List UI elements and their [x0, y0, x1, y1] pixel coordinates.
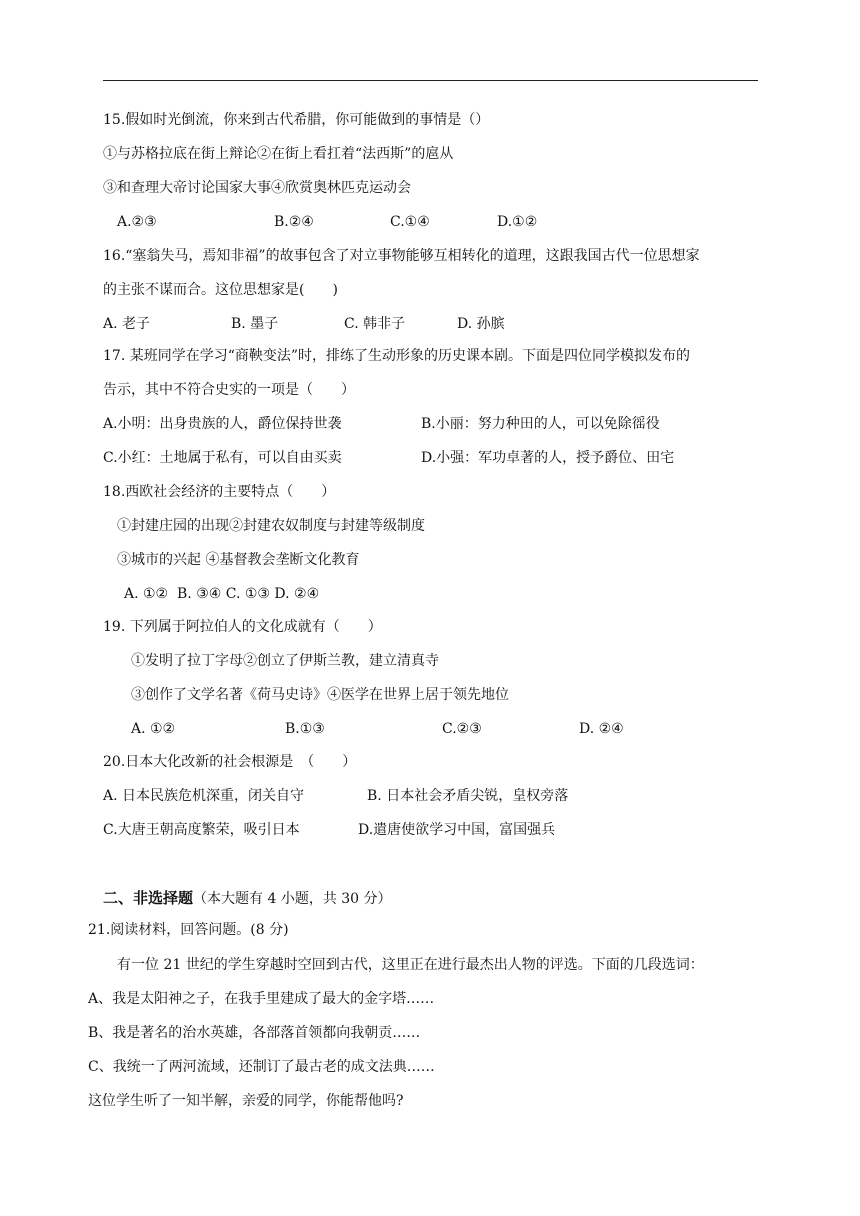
q18-statement-2: ③城市的兴起 ④基督教会垄断文化教育: [117, 552, 360, 568]
q15-option-b: B.②④: [274, 214, 314, 230]
q18-stem: 18.西欧社会经济的主要特点（ ）: [103, 484, 336, 500]
q21-closing: 这位学生听了一知半解，亲爱的同学，你能帮他吗?: [88, 1093, 404, 1109]
q17-stem-line-2: 告示，其中不符合史实的一项是（ ）: [103, 382, 355, 398]
section-note: （本大题有 4 小题，共 30 分）: [193, 891, 392, 907]
q21-stem: 21.阅读材料，回答问题。(8 分): [88, 922, 289, 938]
q17-option-a: A.小明：出身贵族的人，爵位保持世袭: [103, 416, 342, 432]
q17-option-b: B.小丽：努力种田的人，可以免除徭役: [421, 416, 660, 432]
q20-option-b: B. 日本社会矛盾尖锐，皇权旁落: [367, 788, 569, 804]
q19-option-a: A. ①②: [131, 721, 176, 737]
q20-stem: 20.日本大化改新的社会根源是 （ ）: [103, 754, 357, 770]
q19-option-c: C.②③: [442, 721, 482, 737]
q16-option-b: B. 墨子: [231, 316, 279, 332]
q17-option-d: D.小强：军功卓著的人，授予爵位、田宅: [421, 450, 675, 466]
q17-option-c: C.小红：土地属于私有，可以自由买卖: [103, 450, 342, 466]
q18-options: A. ①② B. ③④ C. ①③ D. ②④: [124, 586, 320, 602]
q19-statement-2: ③创作了文学名著《荷马史诗》④医学在世界上居于领先地位: [131, 687, 509, 703]
q21-passage-b: B、我是著名的治水英雄，各部落首领都向我朝贡……: [88, 1025, 421, 1041]
q19-option-b: B.①③: [285, 721, 325, 737]
q19-stem: 19. 下列属于阿拉伯人的文化成就有（ ）: [103, 619, 382, 635]
q15-stem: 15.假如时光倒流，你来到古代希腊，你可能做到的事情是（）: [103, 112, 490, 128]
q15-option-a: A.②③: [117, 214, 157, 230]
q15-statement-2: ③和查理大帝讨论国家大事④欣赏奥林匹克运动会: [103, 180, 411, 196]
header-rule: [103, 80, 758, 81]
q20-option-a: A. 日本民族危机深重，闭关自守: [103, 788, 305, 804]
q19-option-d: D. ②④: [579, 721, 624, 737]
q16-option-c: C. 韩非子: [344, 316, 406, 332]
q15-option-c: C.①④: [390, 214, 430, 230]
q21-passage-a: A、我是太阳神之子，在我手里建成了最大的金字塔……: [88, 991, 435, 1007]
q18-statement-1: ①封建庄园的出现②封建农奴制度与封建等级制度: [117, 518, 425, 534]
section-title: 二、非选择题: [103, 889, 194, 907]
q15-statement-1: ①与苏格拉底在街上辩论②在街上看扛着“法西斯”的扈从: [103, 146, 454, 162]
q20-option-d: D.遣唐使欲学习中国，富国强兵: [358, 822, 556, 838]
q21-passage-c: C、我统一了两河流域，还制订了最古老的成文法典……: [88, 1059, 435, 1075]
q16-stem-line-2: 的主张不谋而合。这位思想家是( ): [103, 282, 338, 298]
q19-statement-1: ①发明了拉丁字母②创立了伊斯兰教，建立清真寺: [131, 653, 439, 669]
q21-intro: 有一位 21 世纪的学生穿越时空回到古代，这里正在进行最杰出人物的评选。下面的几段选词：: [117, 957, 704, 973]
q16-stem-line-1: 16.“塞翁失马，焉知非福”的故事包含了对立事物能够互相转化的道理，这跟我国古代一位思想家: [103, 248, 700, 264]
q20-option-c: C.大唐王朝高度繁荣，吸引日本: [103, 822, 300, 838]
q16-option-d: D. 孙膑: [457, 316, 505, 332]
q17-stem-line-1: 17. 某班同学在学习“商鞅变法”时，排练了生动形象的历史课本剧。下面是四位同学模拟发布的: [103, 348, 691, 364]
section-heading: [103, 888, 392, 909]
q16-option-a: A. 老子: [103, 316, 151, 332]
q15-option-d: D.①②: [497, 214, 538, 230]
